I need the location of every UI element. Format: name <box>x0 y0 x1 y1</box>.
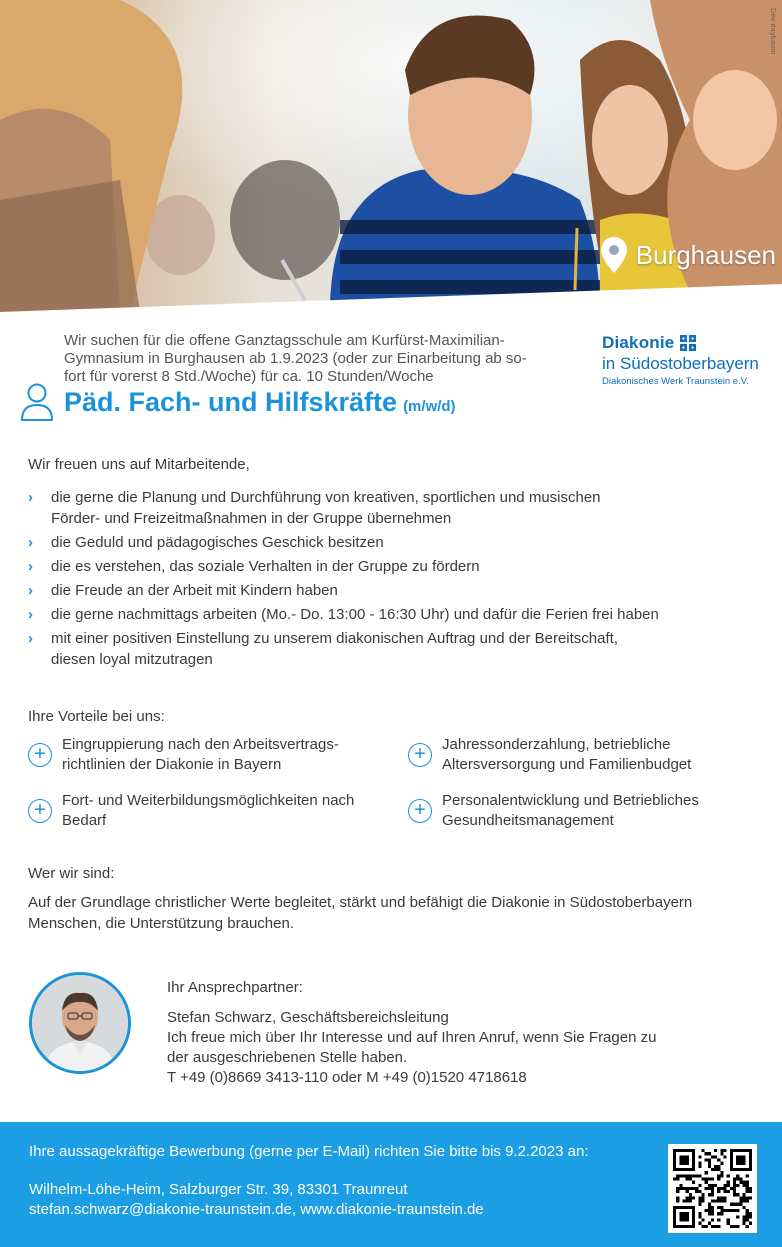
chevron-right-icon: › <box>28 534 33 551</box>
job-title-row <box>20 382 456 422</box>
list-item: › mit einer positiven Einstellung zu unserem diakonischen Auftrag und der Bereitschaft, diesen loyal mitzutragen <box>28 630 618 668</box>
intro-line: fort für vorerst 8 Std./Woche) für ca. 10 Stunden/Woche <box>64 368 434 385</box>
application-address: Wilhelm-Löhe-Heim, Salzburger Str. 39, 83301 Traunreut <box>29 1181 408 1198</box>
person-outline-icon <box>20 382 54 422</box>
intro-line: Wir suchen für die offene Ganztagsschule am Kurfürst-Maximilian- <box>64 332 505 349</box>
avatar <box>29 972 131 1074</box>
benefit-item: + Personalentwicklung und Betriebliches Gesundheitsmanagement <box>408 791 699 831</box>
chevron-right-icon: › <box>28 630 33 647</box>
photo-credit: Dev daybaum <box>769 8 776 55</box>
plus-circle-icon: + <box>28 743 52 767</box>
benefit-item: + Jahressonderzahlung, betriebliche Altersversorgung und Familienbudget <box>408 735 691 775</box>
contact-name: Stefan Schwarz, Geschäftsbereichsleitung <box>167 1009 449 1026</box>
contact-message: Ich freue mich über Ihr Interesse und auf Ihren Anruf, wenn Sie Fragen zu <box>167 1029 657 1046</box>
logo-brand: Diakonie <box>602 333 675 352</box>
application-footer <box>0 1122 782 1247</box>
chevron-right-icon: › <box>28 606 33 623</box>
benefits-heading: Ihre Vorteile bei uns: <box>28 708 165 725</box>
intro-line: Gymnasium in Burghausen ab 1.9.2023 (oder zur Einarbeitung ab so- <box>64 350 527 367</box>
chevron-right-icon: › <box>28 558 33 575</box>
contact-block <box>167 978 707 1088</box>
contact-message: der ausgeschriebenen Stelle haben. <box>167 1049 408 1066</box>
about-text: Auf der Grundlage christlicher Werte begleitet, stärkt und befähigt die Diakonie in Südostoberbayern Menschen, die Unterstützung brauchen. <box>28 894 693 932</box>
list-item: › die Freude an der Arbeit mit Kindern haben <box>28 582 338 599</box>
requirements-list <box>28 487 748 673</box>
diakonie-cross-icon <box>680 335 696 351</box>
list-item: › die gerne die Planung und Durchführung von kreativen, sportlichen und musischen Förder- und Freizeitmaßnahmen in der Gruppe übernehmen <box>28 489 601 527</box>
hero-diagonal-edge <box>0 270 782 312</box>
contact-heading: Ihr Ansprechpartner: <box>167 979 303 996</box>
hero-photo <box>0 0 782 312</box>
benefit-item: + Fort- und Weiterbildungsmöglichkeiten nach Bedarf <box>28 791 354 831</box>
qr-code-icon[interactable] <box>668 1144 757 1233</box>
location-label <box>600 236 776 274</box>
list-item: › die es verstehen, das soziale Verhalten in der Gruppe zu fördern <box>28 558 480 575</box>
logo-organisation: Diakonisches Werk Traunstein e.V. <box>602 376 749 387</box>
location-text: Burghausen <box>635 239 776 270</box>
logo-region: in Südostoberbayern <box>602 354 759 373</box>
contact-phone: T +49 (0)8669 3413-110 oder M +49 (0)1520 4718618 <box>167 1069 527 1086</box>
application-contact-links[interactable]: stefan.schwarz@diakonie-traunstein.de, www.diakonie-traunstein.de <box>29 1201 484 1218</box>
list-item: › die gerne nachmittags arbeiten (Mo.- Do. 13:00 - 16:30 Uhr) und dafür die Ferien frei haben <box>28 606 659 623</box>
requirements-heading: Wir freuen uns auf Mitarbeitende, <box>28 456 250 473</box>
job-title-suffix: (m/w/d) <box>403 397 456 415</box>
contact-portrait <box>32 975 128 1071</box>
job-title: Päd. Fach- und Hilfskräfte <box>64 386 398 417</box>
benefit-item: + Eingruppierung nach den Arbeitsvertrags- richtlinien der Diakonie in Bayern <box>28 735 339 775</box>
plus-circle-icon: + <box>408 799 432 823</box>
intro-text <box>64 332 564 386</box>
about-heading: Wer wir sind: <box>28 865 115 882</box>
list-item: › die Geduld und pädagogisches Geschick besitzen <box>28 534 384 551</box>
map-pin-icon <box>600 236 628 274</box>
diakonie-logo <box>602 333 772 387</box>
chevron-right-icon: › <box>28 489 33 506</box>
plus-circle-icon: + <box>28 799 52 823</box>
application-deadline: Ihre aussagekräftige Bewerbung (gerne per E-Mail) richten Sie bitte bis 9.2.2023 an: <box>29 1143 589 1160</box>
chevron-right-icon: › <box>28 582 33 599</box>
qr-code-graphic <box>673 1149 752 1228</box>
plus-circle-icon: + <box>408 743 432 767</box>
